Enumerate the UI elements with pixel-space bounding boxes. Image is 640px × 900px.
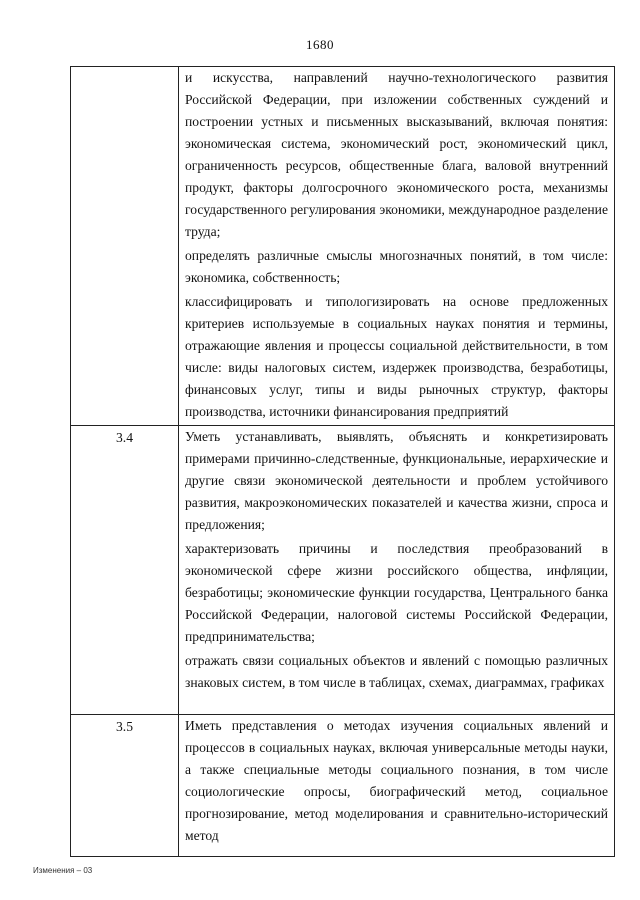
table-row — [71, 715, 615, 857]
row-text — [179, 67, 615, 426]
row-number: 3.4 — [71, 426, 179, 715]
paragraph: классифицировать и типологизировать на основе предложенных критериев используемые в социальных науках понятия и термины, отражающие явления и процессы социальной действительности, в том числе: виды налоговых систем, издержек производства, безработицы, финансовых услуг, типы и виды рыночных структур, факторы производства, источники финансирования предприятий — [185, 294, 608, 419]
row-number: 3.5 — [71, 715, 179, 857]
paragraph: отражать связи социальных объектов и явлений с помощью различных знаковых систем, в том числе в таблицах, схемах, диаграммах, графиках — [185, 653, 608, 690]
paragraph: определять различные смыслы многозначных понятий, в том числе: экономика, собственность; — [185, 248, 608, 285]
paragraph: Уметь устанавливать, выявлять, объяснять и конкретизировать примерами причинно-следственные, функциональные, иерархические и другие связи экономической деятельности и проблем устойчивого развития, макроэкономических показателей и качества жизни, спроса и предложения; — [185, 429, 608, 532]
requirements-table — [70, 66, 615, 857]
footer-note: Изменения – 03 — [33, 866, 93, 875]
row-text — [179, 426, 615, 715]
row-number — [71, 67, 179, 426]
table-row — [71, 426, 615, 715]
paragraph: характеризовать причины и последствия преобразований в экономической сфере жизни российского общества, инфляции, безработицы; экономические функции государства, Центрального банка Российской Федерации, налоговой системы Российской Федерации, предпринимательства; — [185, 541, 608, 644]
paragraph: и искусства, направлений научно-технологического развития Российской Федерации, при изложении собственных суждений и построении устных и письменных высказываний, включая понятия: экономическая система, экономический рост, экономический цикл, ограниченность ресурсов, общественные блага, валовой внутренний продукт, факторы долгосрочного экономического роста, механизмы государственного регулирования экономики, международное разделение труда; — [185, 70, 608, 239]
page-number: 1680 — [306, 37, 334, 52]
paragraph: Иметь представления о методах изучения социальных явлений и процессов в социальных науках, включая универсальные методы науки, а также специальные методы социального познания, в том числе социологические опросы, биографический метод, социальное прогнозирование, метод моделирования и сравнительно-исторический метод — [185, 718, 608, 843]
row-text — [179, 715, 615, 857]
table-row — [71, 67, 615, 426]
